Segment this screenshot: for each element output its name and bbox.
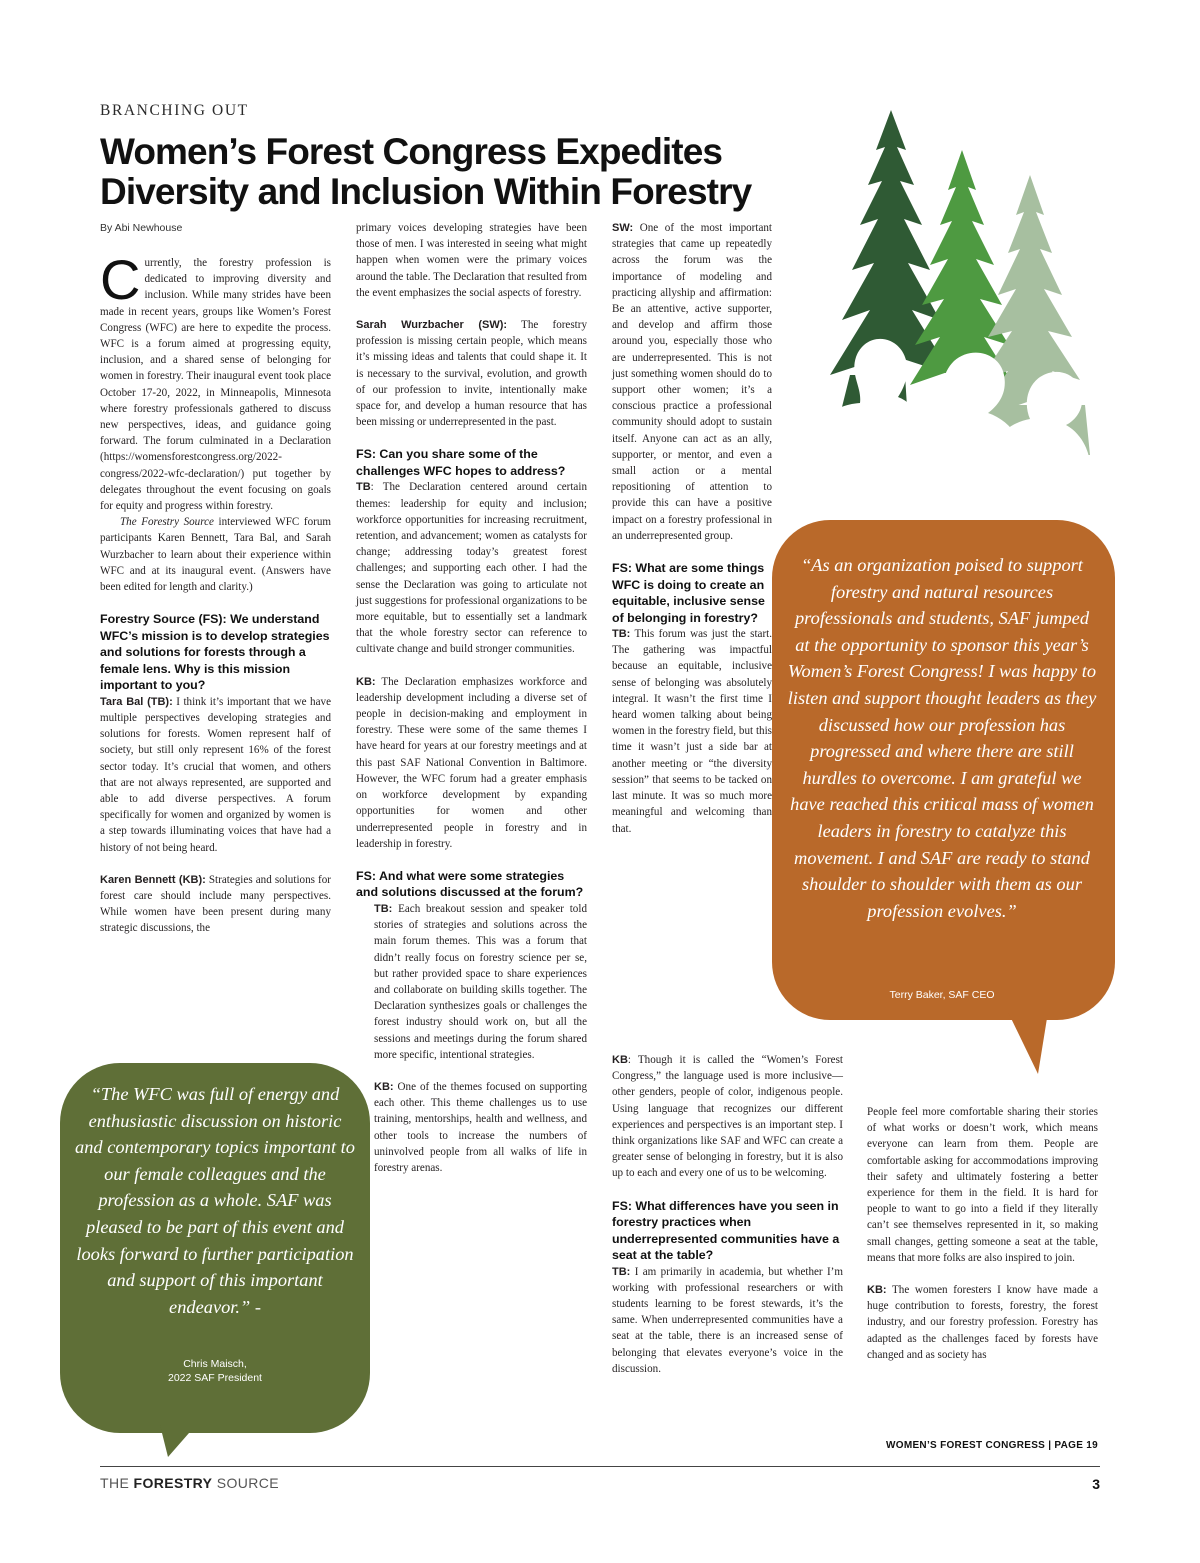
- answer-paragraph: [356, 479, 587, 657]
- answer-text: I think it’s important that we have multiple perspectives developing strategies and solutions for forests. Women represent half of society, but still only represent 16% of the forest sector today. It’s crucial that women, and others that are not always represented, are supported and able to add diverse perspectives. A forum specifically for women and organized by women is a step towards illuminating voices that have had a history of not being heard.: [100, 695, 331, 854]
- speaker-label: Karen Bennett (KB):: [100, 873, 206, 886]
- answer-paragraph: People feel more comfortable sharing their stories of what works or doesn’t work, which means everyone can learn from them. People are comfortable asking for accommodations improving their safety and ultimately fostering a better experience for them in the field. It is hard for people to want to go into a field if they literally can’t see themselves represented in it, so making small changes, getting someone a seat at the table, means that more folks are also inspired to join.: [867, 1106, 1098, 1264]
- article-column-2: [356, 220, 587, 1176]
- footer-source: SOURCE: [212, 1475, 280, 1491]
- publication-name: The Forestry Source: [120, 516, 214, 529]
- drop-cap: C: [100, 248, 141, 311]
- pull-quote-text: “As an organization poised to support forestry and natural resources professionals and students, SAF jumped at the opportunity to sponsor this year’s Women’s Forest Congress! I was happy to listen and support thought leaders as they discussed how our profession has progressed and where there are still hurdles to overcome. I am grateful we have reached this critical mass of women leaders in forestry to catalyze this movement. I and SAF are ready to stand shoulder to shoulder with them as our profession evolves.”: [787, 555, 1097, 921]
- footer-the: THE: [100, 1475, 134, 1491]
- speech-bubble-tail-icon: [160, 1425, 208, 1457]
- speaker-label: TB:: [612, 628, 631, 641]
- intro-text-2: interviewed WFC forum participants Karen Bennett, Tara Bal, and Sarah Wurzbacher to learn about their experience within WFC and at its inaugural event. (Answers have been edited for length and clarity.): [100, 516, 331, 594]
- speaker-label: Sarah Wurzbacher (SW):: [356, 319, 508, 332]
- article-column-3-lower: [612, 1052, 843, 1377]
- question-heading: Forestry Source (FS): We understand WFC’s mission is to develop strategies and solutions for forests through a female lens. Why is this mission important to you?: [100, 612, 330, 693]
- answer-text: One of the themes focused on supporting each other. This theme challenges us to use training, mentorships, health and wellness, and other tools to increase the numbers of uninvolved people from all walks of life in forestry arenas.: [374, 1080, 587, 1174]
- speaker-label: TB:: [612, 1265, 631, 1278]
- answer-paragraph: [867, 1282, 1098, 1363]
- question-heading: FS: What differences have you seen in forestry practices when underrepresented communities have a seat at the table?: [612, 1198, 840, 1263]
- speaker-label: KB:: [356, 675, 376, 688]
- answer-text: Strategies and solutions for forest care should include many perspectives. While women have been present during many strategic discussions, the: [100, 873, 331, 935]
- byline: By Abi Newhouse: [100, 222, 183, 234]
- article-title: Women’s Forest Congress Expedites Diversity and Inclusion Within Forestry: [100, 131, 752, 212]
- speaker-label: TB:: [374, 902, 393, 915]
- answer-text: Each breakout session and speaker told stories of strategies and solutions across the main forum themes. This was a forum that didn’t really focus on forestry science per se, but rather provided space to share experiences and collaborate on building skills together. The Declaration synthesizes goals or challenges the forest industry should work on, but all the sessions and meetings during the forum shared more specific, intentional strategies.: [374, 902, 587, 1061]
- speaker-label: TB: [356, 481, 371, 494]
- trees-silhouettes-illustration: [790, 105, 1105, 475]
- speaker-label: SW:: [612, 222, 634, 234]
- speech-bubble-tail-icon: [1008, 1012, 1048, 1074]
- article-column-4: [867, 1104, 1098, 1363]
- question-heading: FS: What are some things WFC is doing to create an equitable, inclusive sense of belonging in forestry?: [612, 561, 765, 625]
- attribution-name: Chris Maisch,: [183, 1358, 247, 1370]
- answer-text: : Though it is called the “Women’s Forest Congress,” the language used is more inclusive—other genders, people of color, indigenous people. Using language that recognizes our different experiences and perspectives is an important step. I think organizations like SAF and WFC can create a greater sense of belonging in forestry, but it is also up to each and every one of us to be welcoming.: [612, 1054, 843, 1180]
- pull-quote-attribution: [74, 1357, 356, 1385]
- article-column-1: [100, 248, 331, 937]
- answer-paragraph: [612, 1264, 843, 1377]
- answer-text: The forestry profession is missing certain people, which means it’s missing ideas and talents that could shape it. It is necessary to the survival, evolution, and growth of our profession to invite, intentionally make space for, and develop a human resource that has been missing or underrepresented in the past.: [356, 319, 587, 429]
- pull-quote-attribution: Terry Baker, SAF CEO: [889, 989, 995, 1001]
- answer-paragraph: [356, 317, 587, 430]
- intro-paragraph-2: [100, 514, 331, 595]
- page-number: 3: [1092, 1476, 1100, 1492]
- answer-paragraph: [612, 626, 772, 837]
- article-column-3: [612, 220, 772, 837]
- footer-forestry: FORESTRY: [133, 1475, 213, 1491]
- section-kicker: BRANCHING OUT: [100, 102, 249, 119]
- answer-text: The women foresters I know have made a huge contribution to forests, forestry, the forest industry, and our forestry profession. Forestry has adapted as the challenges faced by forests have changed and as society has: [867, 1284, 1098, 1361]
- speaker-label: KB: [612, 1054, 628, 1066]
- answer-text: This forum was just the start. The gathering was impactful because an equitable, inclusive sense of belonging was absolutely integral. It wasn’t the first time I heard women talking about being women in the forestry field, but this time it wasn’t just a side bar at another meeting or “the diversity session” that seems to be tacked on last minute. It was so much more meaningful and welcoming than that.: [612, 628, 772, 835]
- answer-paragraph: [100, 872, 331, 937]
- answer-paragraph: [356, 674, 587, 852]
- pull-quote-text: “The WFC was full of energy and enthusiastic discussion on historic and contemporary topics important to our female colleagues and the profession as a whole. SAF was pleased to be part of this event and looks forward to further participation and support of this important endeavor.” -: [75, 1084, 355, 1317]
- answer-paragraph: [100, 694, 331, 856]
- answer-text: : The Declaration centered around certain themes: leadership for equity and inclusion; workforce opportunities for increasing recruitment, retention, and advancement; women as catalysts for change; addressing today’s greatest forest challenges; and supporting each other. I had the sense the Declaration was going to articulate not just suggestions for professional organizations to be more equitable, but to essentially set a landmark that the whole forestry sector can reference to cultivate change and build stronger communities.: [356, 481, 587, 656]
- answer-text: I am primarily in academia, but whether I’m working with professional researchers or with students learning to be forest stewards, it’s the same. When underrepresented communities have a seat at the table, there is an increased sense of belonging that elevates everyone’s voice in the discussion.: [612, 1265, 843, 1375]
- continued-on-page: WOMEN’S FOREST CONGRESS | PAGE 19: [886, 1440, 1098, 1451]
- intro-text: urrently, the forestry profession is dedicated to improving diversity and inclusion. While many strides have been made in recent years, groups like Women’s Forest Congress (WFC) are here to expedite the process. WFC is a forum aimed at progressing equity, inclusion, and a shared sense of belonging for women in forestry. Their inaugural event took place October 17-20, 2022, in Minneapolis, Minnesota where forestry professionals gathered to discuss new perspectives, ideas, and guidance going forward. The forum culminated in a Declaration (https://womensforestcongress.org/2022-congress/2022-wfc-declaration/) put together by delegates throughout the event focusing on goals for equity and progress within forestry.: [100, 257, 331, 513]
- publication-footer: [100, 1475, 279, 1491]
- question-heading: FS: And what were some strategies and solutions discussed at the forum?: [356, 868, 584, 900]
- intro-paragraph: [100, 248, 331, 514]
- speaker-label: KB:: [867, 1284, 887, 1297]
- answer-paragraph: [356, 901, 587, 1063]
- answer-text: The Declaration emphasizes workforce and leadership development including a diverse set of people in decision-making and employment in forestry. These were some of the same themes I have heard for years at our forestry meetings and at this past SAF National Convention in Baltimore. However, the WFC forum had a greater emphasis on workforce development by expanding opportunities for women and other underrepresented people in forestry and in leadership in forestry.: [356, 675, 587, 850]
- answer-paragraph: [612, 220, 772, 544]
- answer-paragraph: [612, 1052, 843, 1182]
- speaker-label: KB:: [374, 1080, 394, 1093]
- answer-paragraph: primary voices developing strategies have been those of men. I was interested in seeing what might happen when women were the primary voices around the table. The Declaration that resulted from the event emphasizes the social aspects of forestry.: [356, 222, 587, 299]
- question-heading: FS: Can you share some of the challenges WFC hopes to address?: [356, 447, 566, 478]
- speaker-label: Tara Bal (TB):: [100, 695, 173, 708]
- footer-divider: [100, 1466, 1100, 1467]
- answer-paragraph: [356, 1079, 587, 1176]
- answer-text: One of the most important strategies that came up repeatedly across the forum was the importance of modeling and practicing allyship and affirmation: Be an attentive, active supporter, and develop and affirm those around you, especially those who are underrepresented. This is not just something women should do to support other women; it’s a conscious practice a professional community should adopt to sustain itself. Anyone can act as an ally, supporter, or mentor, and even a small action or a mental repositioning of attention to provide this can have a positive impact on a forestry professional in an underrepresented group.: [612, 222, 772, 542]
- attribution-title: 2022 SAF President: [168, 1372, 262, 1384]
